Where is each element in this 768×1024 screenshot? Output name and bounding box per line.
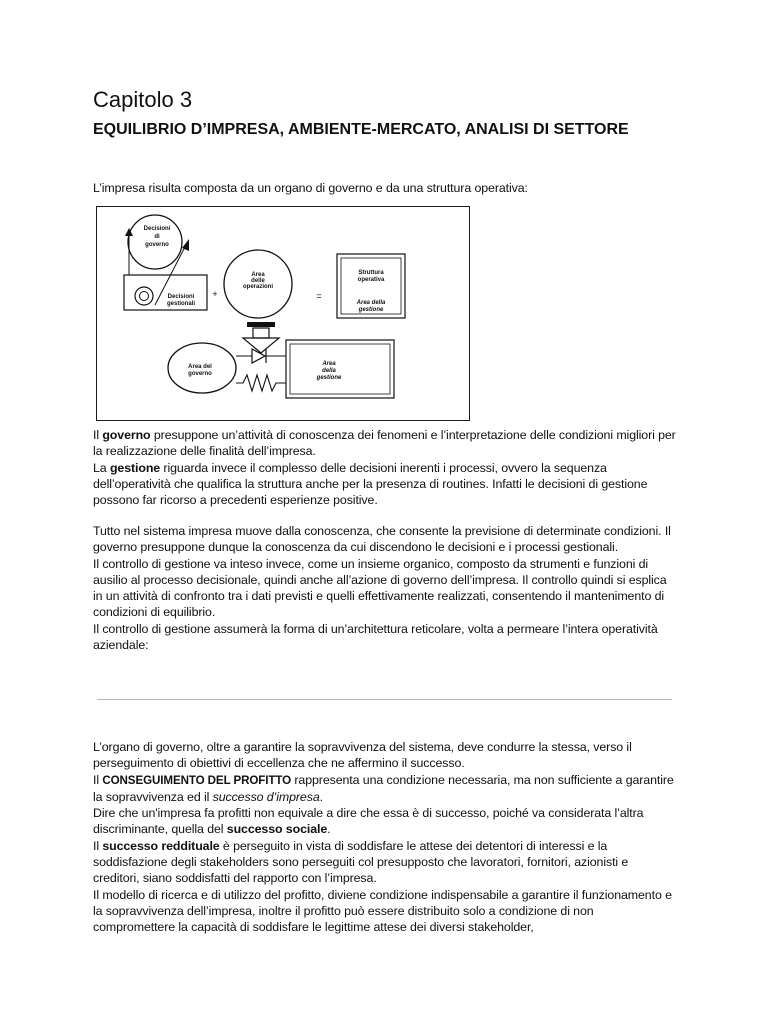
- down-arrow-shaft: [253, 328, 269, 338]
- governance-diagram: [96, 206, 470, 421]
- chapter-subtitle: EQUILIBRIO D’IMPRESA, AMBIENTE-MERCATO, ANALISI DI SETTORE: [93, 121, 629, 138]
- area-gestione-bottom-1: Area: [322, 361, 336, 367]
- down-arrow-head: [243, 338, 279, 353]
- area-gestione-box-inner: [290, 344, 390, 394]
- term-conseguimento-profitto: CONSEGUIMENTO DEL PROFITTO: [102, 773, 292, 787]
- term-gestione: gestione: [109, 460, 161, 475]
- plus-sign: +: [212, 289, 218, 299]
- arrow-diag-head: [182, 239, 189, 251]
- area-operazioni-label-2: delle: [251, 278, 265, 284]
- down-arrow-bar: [247, 322, 275, 327]
- decisioni-gestionali-label-1: Decisioni: [167, 294, 195, 300]
- paragraph-controllo: Tutto nel sistema impresa muove dalla conoscenza, che consente la previsione di determinate condizioni. Il governo presuppone dunque la conoscenza da cui discendono le decisioni e i processi gestionali. Il controllo di gestione va inteso invece, come un insieme organico, composto da strumenti e funzioni di ausilio al processo decisionale, quindi anche all’azione di governo dell’impresa. Il controllo quindi si esplica in un attività di confronto tra i dati previsti e quelli effettivamente realizzati, consentendo il mantenimento di condizioni di equilibrio. Il controllo di gestione assumerà la forma di un’architettura reticolare, volta a permeare l’intera operatività aziendale:: [93, 524, 671, 653]
- area-gestione-italic-1: Area della: [356, 300, 386, 306]
- term-successo-impresa: successo d’impresa: [212, 789, 320, 804]
- decisioni-gestionali-label-2: gestionali: [166, 301, 196, 307]
- term-successo-reddituale: successo reddituale: [102, 838, 220, 853]
- area-gestione-italic-2: gestione: [358, 307, 384, 313]
- intro-text: L’impresa risulta composta da un organo di governo e da una struttura operativa:: [93, 181, 528, 195]
- struttura-operativa-label-1: Struttura: [358, 270, 384, 276]
- horizontal-divider: [97, 699, 672, 700]
- term-governo: governo: [102, 428, 151, 442]
- struttura-operativa-label-2: operativa: [357, 277, 385, 283]
- paragraph-organo-governo: L’organo di governo, oltre a garantire la sopravvivenza del sistema, deve condurre la stessa, verso il perseguimento di obiettivi di eccellenza che ne affermino il successo. Il CONSEGUIMENTO DEL PROFITTO rappresenta una condizione necessaria, ma non sufficiente a garantire la sopravvivenza ed il successo d’impresa. Dire che un'impresa fa profitti non equivale a dire che essa è di successo, poiché va considerata l’altra discriminante, quella del successo sociale. Il successo reddituale è perseguito in vista di soddisfare le attese dei detentori di interessi e la soddisfazione degli stakeholders sono perseguiti col presupposto che lavoratori, fornitori, azionisti e creditori, siano soddisfatti del rapporto con l’impresa. Il modello di ricerca e di utilizzo del profitto, diviene condizione indispensabile a garantire il funzionamento e la sopravvivenza dell’impresa, inoltre il profitto può essere distribuito solo a condizione di non compromettere la capacità di soddisfare le legittime attese dei diversi stakeholder,: [93, 740, 674, 935]
- area-operazioni-label-3: operazioni: [242, 284, 274, 290]
- area-governo-label-2: governo: [188, 371, 212, 377]
- area-gestione-bottom-3: gestione: [316, 375, 342, 381]
- gear-icon: [135, 287, 153, 305]
- decisioni-governo-label-1: Decisioni: [143, 226, 171, 232]
- area-governo-label-1: Area del: [188, 364, 212, 370]
- area-gestione-box-outer: [286, 340, 394, 398]
- decisioni-governo-label-3: governo: [145, 242, 169, 248]
- decisioni-governo-label-2: di: [154, 234, 160, 240]
- area-operazioni-label-1: Area: [251, 272, 265, 278]
- resistor-zigzag: [236, 375, 286, 391]
- area-gestione-bottom-2: della: [322, 368, 336, 374]
- term-successo-sociale: successo sociale: [226, 822, 328, 837]
- gear-inner-icon: [140, 292, 149, 301]
- equals-sign: =: [316, 291, 322, 301]
- chapter-title: Capitolo 3: [93, 87, 193, 112]
- paragraph-governo-gestione: Il governo presuppone un’attività di conoscenza dei fenomeni e l’interpretazione delle condizioni migliori per la realizzazione delle finalità dell’impresa. La gestione riguarda invece il complesso delle decisioni inerenti i processi, ovvero la sequenza dell’operatività che qualifica la struttura anche per la presenza di routines. Infatti le decisioni di gestione possono far ricorso a precedenti esperienze positive.: [93, 428, 676, 508]
